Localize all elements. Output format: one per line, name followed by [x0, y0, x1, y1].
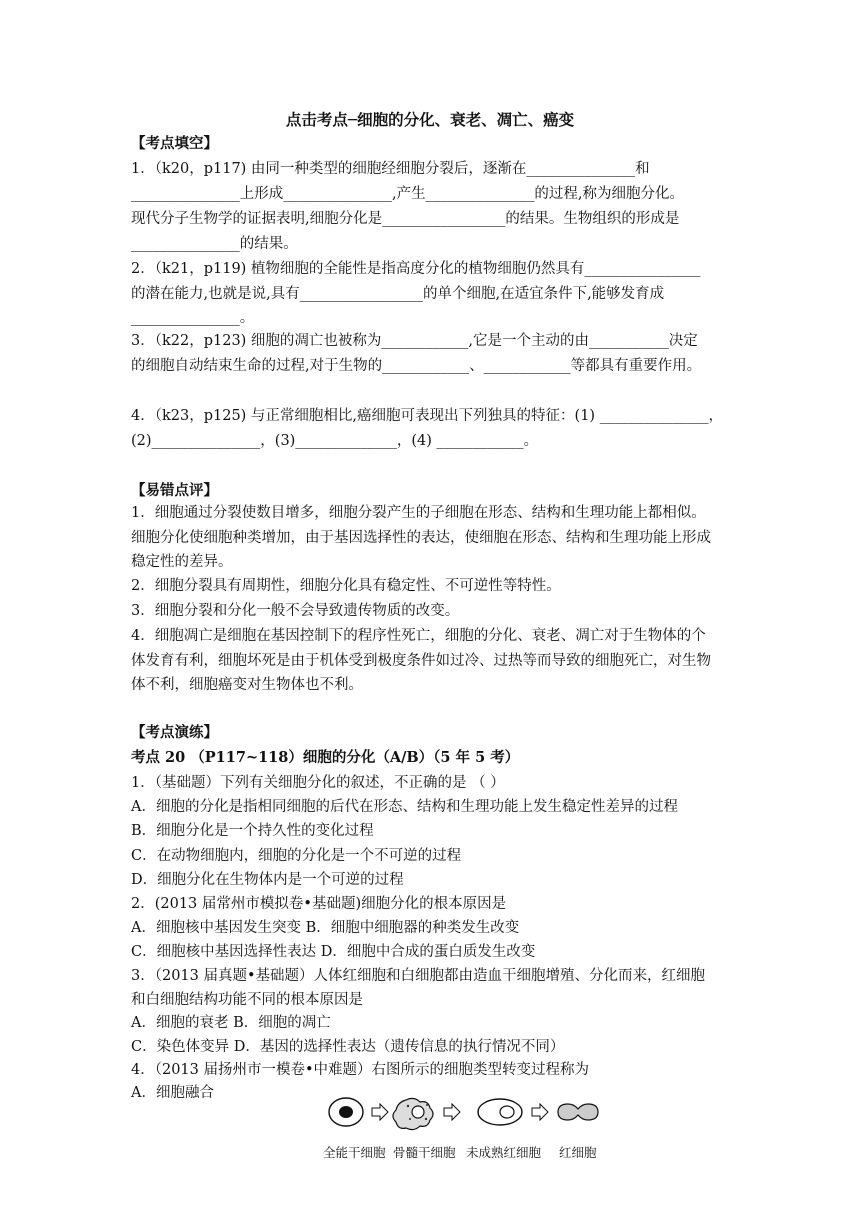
question-stem: 4．（2013 届扬州市一模卷•中难题）右图所示的细胞类型转变过程称为 [131, 1062, 590, 1078]
immature-red-blood-cell-drawing [478, 1099, 522, 1125]
option-line: A．细胞融合 [131, 1085, 214, 1101]
text-line: 1．细胞通过分裂使数目增多，细胞分裂产生的子细胞在形态、结构和生理功能上都相似。 [131, 505, 706, 521]
red-blood-cell-drawing [558, 1104, 598, 1120]
text-line: 3．（k22，p123) 细胞的凋亡也被称为____________,它是一个主动的由___________决定 [131, 333, 698, 349]
option-line: C．在动物细胞内，细胞的分化是一个不可逆的过程 [131, 848, 462, 864]
cell-transformation-figure [326, 1092, 606, 1132]
text-line: 2．细胞分裂具有周期性，细胞分化具有稳定性、不可逆性等特性。 [131, 578, 561, 594]
option-line: D．细胞分化在生物体内是一个可逆的过程 [131, 872, 404, 888]
section-heading-practice: 【考点演练】 [131, 724, 218, 741]
question-stem: 3．（2013 届真题•基础题）人体红细胞和白细胞都由造血干细胞增殖、分化而来，红细胞 [131, 968, 706, 984]
text-line: _______________的结果。 [131, 236, 298, 252]
text-line: 1．（k20，p117) 由同一种类型的细胞经细胞分裂后，逐渐在_______________和 [131, 161, 650, 177]
text-line: (2)_______________，(3)______________，(4) ____________。 [131, 433, 538, 449]
text-line: 3．细胞分裂和分化一般不会导致遗传物质的改变。 [131, 603, 460, 619]
text-line: 稳定性的差异。 [131, 554, 233, 570]
question-stem: 1．（基础题）下列有关细胞分化的叙述，不正确的是 （ ） [131, 775, 505, 791]
figure-caption: 骨髓干细胞 [393, 1145, 456, 1160]
question-stem: 2．(2013 届常州市模拟卷•基础题)细胞分化的根本原因是 [131, 896, 507, 912]
bone-marrow-stem-cell-drawing [393, 1098, 433, 1129]
text-line: 4．细胞凋亡是细胞在基因控制下的程序性死亡，细胞的分化、衰老、凋亡对于生物体的个 [131, 628, 706, 644]
topic-heading: 考点 20 （P117~118）细胞的分化（A/B）（5 年 5 考） [131, 749, 520, 766]
option-line: A．细胞核中基因发生突变 B．细胞中细胞器的种类发生改变 [131, 920, 520, 936]
option-line: C．细胞核中基因选择性表达 D．细胞中合成的蛋白质发生改变 [131, 944, 536, 960]
text-line: 2．（k21，p119) 植物细胞的全能性是指高度分化的植物细胞仍然具有________________ [131, 261, 701, 277]
page-title: 点击考点─细胞的分化、衰老、凋亡、癌变 [285, 110, 575, 129]
arrow-icon [372, 1104, 388, 1120]
option-line: C．染色体变异 D．基因的选择性表达（遗传信息的执行情况不同） [131, 1039, 565, 1055]
text-line: _______________上形成_______________,产生_______________的过程,称为细胞分化。 [131, 186, 684, 202]
text-line: _______________。 [131, 310, 255, 326]
text-line: 4．（k23，p125) 与正常细胞相比,癌细胞可表现出下列独具的特征：(1) _______________， [131, 408, 723, 424]
arrow-icon [532, 1104, 548, 1120]
totipotent-stem-cell-drawing [329, 1098, 363, 1126]
text-line: 的潜在能力,也就是说,具有_________________的单个细胞,在适宜条件下,能够发育成 [131, 286, 665, 302]
text-line: 和白细胞结构功能不同的根本原因是 [131, 992, 363, 1008]
option-line: B．细胞分化是一个持久性的变化过程 [131, 823, 374, 839]
figure-caption: 未成熟红细胞 [466, 1145, 542, 1160]
text-line: 体不利，细胞癌变对生物体也不利。 [131, 677, 363, 693]
figure-caption: 全能干细胞 [323, 1145, 386, 1160]
arrow-icon [444, 1104, 460, 1120]
text-line: 体发育有利，细胞坏死是由于机体受到极度条件如过冷、过热等而导致的细胞死亡，对生物 [131, 653, 711, 669]
text-line: 的细胞自动结束生命的过程,对于生物的____________、____________等都具有重要作用。 [131, 358, 702, 374]
text-line: 细胞分化使细胞种类增加，由于基因选择性的表达，使细胞在形态、结构和生理功能上形成 [131, 530, 711, 546]
option-line: A．细胞的衰老 B．细胞的凋亡 [131, 1015, 331, 1031]
section-heading-fill-blank: 【考点填空】 [131, 135, 218, 152]
figure-caption: 红细胞 [559, 1145, 597, 1160]
option-line: A．细胞的分化是指相同细胞的后代在形态、结构和生理功能上发生稳定性差异的过程 [131, 799, 678, 815]
text-line: 现代分子生物学的证据表明,细胞分化是_________________的结果。生物组织的形成是 [131, 211, 680, 227]
section-heading-common-errors: 【易错点评】 [131, 482, 218, 499]
